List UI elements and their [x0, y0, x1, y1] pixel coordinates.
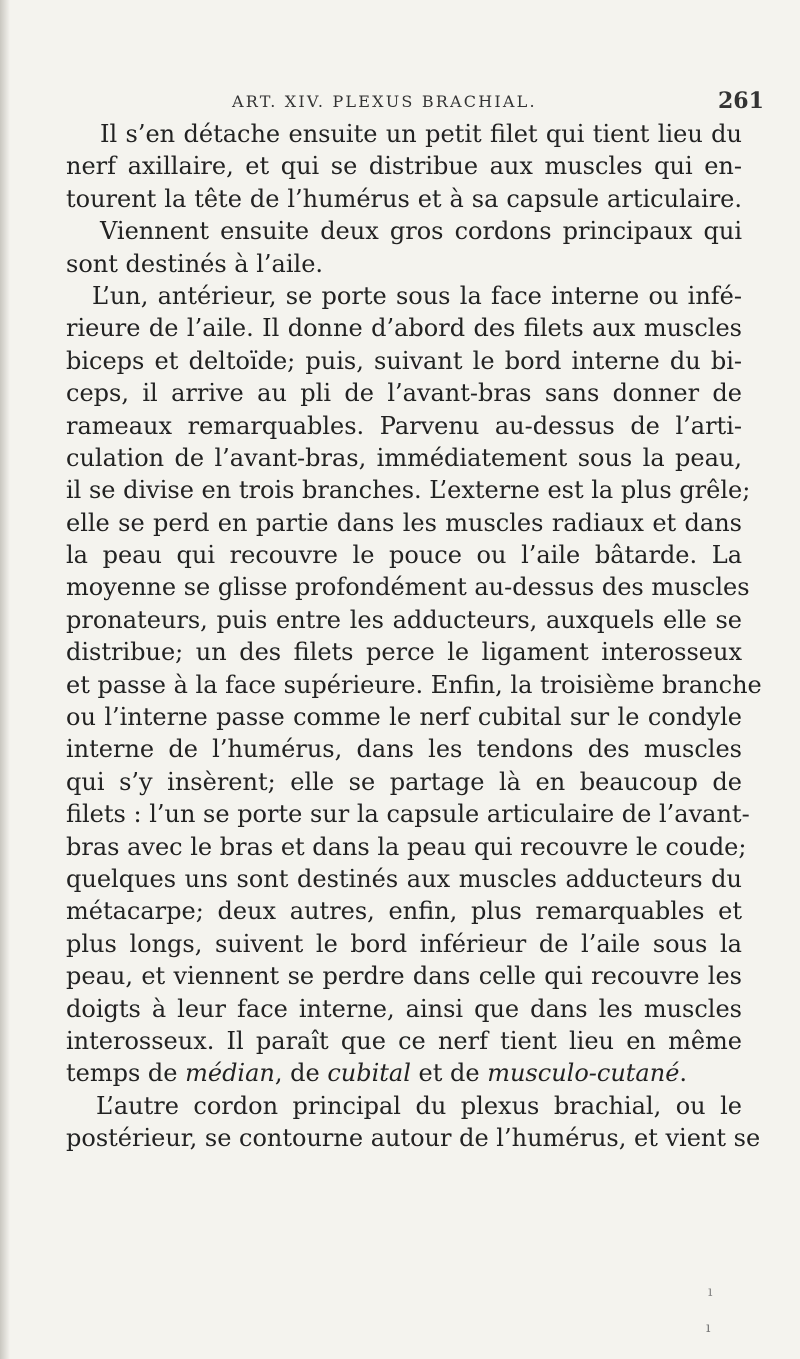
page-number: 261 — [718, 88, 764, 114]
text-line-21: qui s’y insèrent; elle se partage là en beaucoup de — [66, 767, 742, 796]
italic-line-sep2: et de — [410, 1059, 488, 1088]
text-line-13: elle se perd en partie dans les muscles radiaux et dans — [66, 508, 742, 537]
italic-line-sep1: , de — [274, 1059, 328, 1088]
running-title: ART. XIV. PLEXUS BRACHIAL. — [232, 92, 537, 111]
text-line-20: interne de l’humérus, dans les tendons des muscles — [66, 735, 742, 764]
text-line-5: sont destinés à l’aile. — [66, 249, 324, 278]
text-line-27: peau, et viennent se perdre dans celle qui recouvre les — [66, 962, 742, 991]
text-line-32: postérieur, se contourne autour de l’humérus, et vient se — [66, 1124, 761, 1153]
text-line-29: interosseux. Il paraît que ce nerf tient lieu en même — [66, 1026, 742, 1055]
text-line-17: distribue; un des filets perce le ligament interosseux — [66, 638, 742, 667]
text-line-2: nerf axillaire, et qui se distribue aux muscles qui en- — [66, 152, 742, 181]
text-line-9: ceps, il arrive au pli de l’avant-bras sans donner de — [66, 379, 742, 408]
marginal-mark-1: ı — [708, 1284, 713, 1300]
text-line-6: L’un, antérieur, se porte sous la face interne ou infé- — [92, 281, 742, 310]
text-line-16: pronateurs, puis entre les adducteurs, auxquels elle se — [66, 605, 742, 634]
text-line-19: ou l’interne passe comme le nerf cubital sur le condyle — [66, 703, 742, 732]
text-line-26: plus longs, suivent le bord inférieur de l’aile sous la — [66, 929, 742, 958]
text-line-1: Il s’en détache ensuite un petit filet qui tient lieu du — [100, 120, 742, 148]
text-line-31: L’autre cordon principal du plexus brachial, ou le — [96, 1091, 742, 1120]
term-median: médian — [185, 1059, 275, 1088]
text-line-25: métacarpe; deux autres, enfin, plus remarquables et — [66, 897, 742, 926]
italic-line-suffix: . — [679, 1059, 688, 1088]
text-line-11: culation de l’avant-bras, immédiatement sous la peau, — [66, 443, 742, 472]
text-line-10: rameaux remarquables. Parvenu au-dessus de l’arti- — [66, 411, 742, 440]
text-line-3: tourent la tête de l’humérus et à sa capsule articulaire. — [66, 184, 742, 213]
text-line-8: biceps et deltoïde; puis, suivant le bord interne du bi- — [66, 346, 742, 375]
body-text — [66, 118, 762, 1155]
text-line-14: la peau qui recouvre le pouce ou l’aile bâtarde. La — [66, 541, 742, 570]
running-header — [0, 86, 800, 116]
text-line-30-italic — [66, 1057, 742, 1089]
text-line-15: moyenne se glisse profondément au-dessus des muscles — [66, 573, 750, 602]
text-line-28: doigts à leur face interne, ainsi que dans les muscles — [66, 994, 742, 1023]
text-line-4: Viennent ensuite deux gros cordons principaux qui — [100, 217, 742, 246]
text-line-22: filets : l’un se porte sur la capsule articulaire de l’avant- — [66, 800, 750, 829]
marginal-mark-2: ı — [706, 1320, 711, 1336]
italic-line-prefix: temps de — [66, 1059, 186, 1088]
term-musculo-cutane: musculo-cutané — [487, 1059, 680, 1088]
text-line-7: rieure de l’aile. Il donne d’abord des filets aux muscles — [66, 314, 742, 343]
text-line-23: bras avec le bras et dans la peau qui recouvre le coude; — [66, 832, 747, 861]
page-edge-shadow — [0, 0, 10, 1359]
text-line-24: quelques uns sont destinés aux muscles adducteurs du — [66, 864, 742, 893]
text-line-12: il se divise en trois branches. L’externe est la plus grêle; — [66, 476, 751, 505]
term-cubital: cubital — [327, 1059, 411, 1088]
text-line-18: et passe à la face supérieure. Enfin, la troisième branche — [66, 670, 762, 699]
